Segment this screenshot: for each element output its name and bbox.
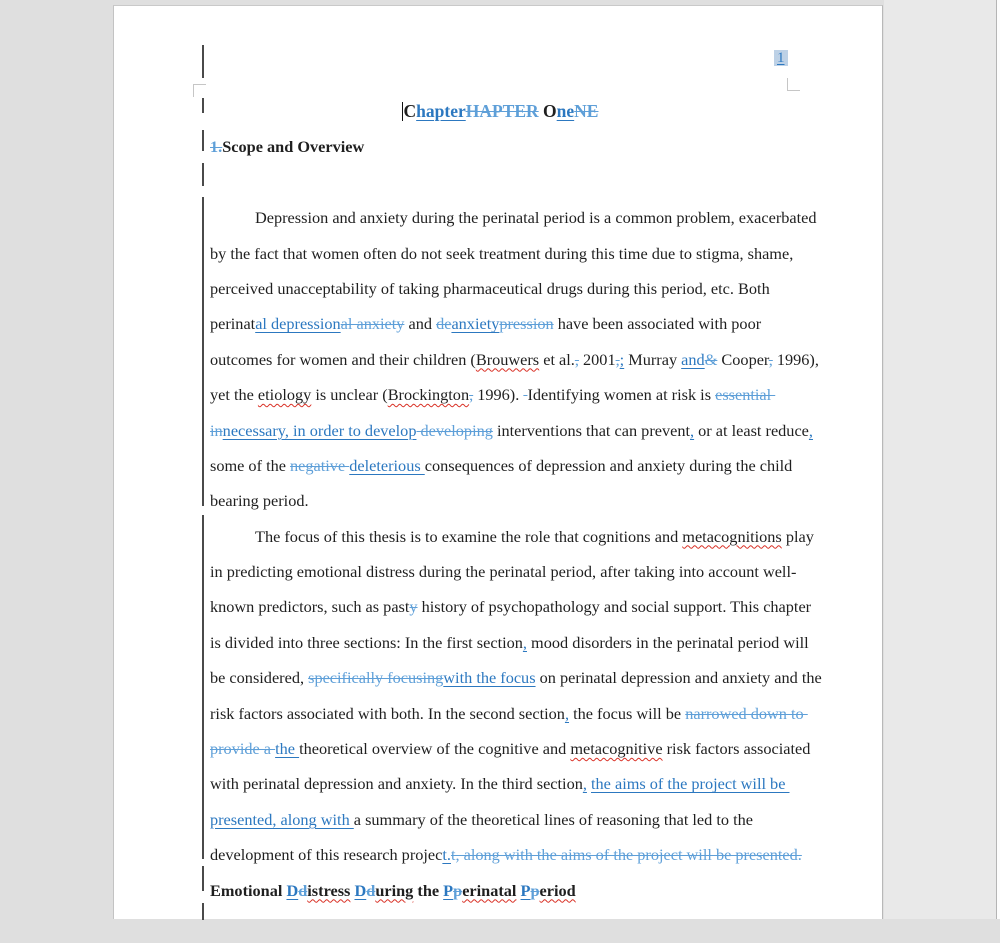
misspelled-text: metacognitive — [570, 739, 663, 759]
text-line — [210, 448, 793, 483]
misspelled-text: uring — [375, 880, 414, 900]
deleted-text: developing — [416, 420, 493, 440]
inserted-text: hapter — [416, 101, 466, 121]
misspelled-text: istress — [307, 880, 351, 900]
text-run: some of the — [210, 455, 291, 475]
text-run: development of this research projec — [210, 845, 443, 865]
deleted-text: essential — [715, 385, 776, 405]
text-run: is divided into three sections: In the first section — [210, 632, 523, 652]
text-line — [210, 519, 814, 554]
text-run: Scope and Overview — [222, 137, 365, 157]
text-run: in predicting emotional distress during the perinatal period, after taking into account well- — [210, 562, 797, 582]
text-run: with perinatal depression and anxiety. In the third section — [210, 774, 583, 794]
text-line — [210, 554, 797, 589]
inserted-text: , — [808, 420, 813, 440]
text-column[interactable] — [210, 94, 822, 943]
inserted-text: ; — [619, 349, 625, 369]
text-run: yet the — [210, 385, 258, 405]
heading-line — [210, 873, 790, 908]
text-cursor — [402, 102, 403, 121]
text-run: Identifying women at risk is — [527, 385, 716, 405]
text-line — [210, 165, 790, 200]
misspelled-text: eriod — [539, 880, 576, 900]
inserted-text: al depression — [255, 314, 341, 334]
text-run: the — [413, 880, 444, 900]
text-run: The focus of this thesis is to examine the role that cognitions and — [255, 526, 683, 546]
text-run: known predictors, such as past — [210, 597, 410, 617]
text-run: et al. — [539, 349, 575, 369]
text-run: Depression and anxiety during the perinatal period is a common problem, exacerbated — [255, 208, 817, 228]
deleted-text: al anxiety — [340, 314, 405, 334]
text-run: risk factors associated with both. In the second section — [210, 703, 565, 723]
text-line — [210, 589, 812, 624]
deleted-text: , — [469, 385, 474, 405]
text-run: have been associated with poor — [553, 314, 762, 334]
text-run: interventions that can prevent — [492, 420, 691, 440]
text-run: perinat — [210, 314, 256, 334]
change-bar — [202, 163, 204, 186]
deleted-text: , — [768, 349, 773, 369]
change-bar — [202, 903, 204, 920]
inserted-text: , — [564, 703, 570, 723]
change-bar — [202, 130, 204, 151]
text-run: Emotional — [210, 880, 287, 900]
text-run: 2001 — [578, 349, 616, 369]
header-page-number[interactable] — [774, 50, 788, 67]
deleted-text: p — [453, 880, 463, 900]
text-run: perceived unacceptability of taking pharmaceutical drugs during this period, etc. Both — [210, 278, 770, 298]
deleted-text: pression — [499, 314, 554, 334]
deleted-text: narrowed down to — [685, 703, 808, 723]
text-run: play — [781, 526, 814, 546]
deleted-text: in — [210, 420, 223, 440]
inserted-text: , — [582, 774, 587, 794]
inserted-text: with the focus — [443, 668, 536, 688]
deleted-text: negative — [290, 455, 350, 475]
text-run: theoretical overview of the cognitive and — [299, 739, 571, 759]
misspelled-text: Brouwers — [475, 349, 540, 369]
deleted-text: p — [530, 880, 540, 900]
change-bar — [202, 197, 204, 506]
inserted-text: P — [520, 880, 531, 900]
change-bar — [202, 45, 204, 78]
page-number-value: 1 — [774, 50, 788, 66]
text-run: C — [403, 101, 417, 121]
deleted-text: , — [574, 349, 579, 369]
misspelled-text: metacognitions — [682, 526, 782, 546]
deleted-text: , — [615, 349, 620, 369]
text-run: be considered, — [210, 668, 309, 688]
inserted-text: t. — [442, 845, 451, 865]
text-line — [210, 271, 790, 306]
heading-line — [210, 129, 790, 164]
misspelled-text: erinatal — [462, 880, 517, 900]
inserted-text: D — [354, 880, 367, 900]
text-line — [210, 483, 790, 518]
change-bar — [202, 866, 204, 891]
document-page[interactable] — [113, 5, 883, 919]
text-line — [210, 660, 822, 695]
inserted-text: the aims of the project will be — [591, 774, 790, 794]
inserted-text: P — [443, 880, 454, 900]
text-line — [210, 731, 811, 766]
text-line — [210, 413, 813, 448]
inserted-text: , — [690, 420, 695, 440]
right-panel — [884, 0, 997, 919]
text-run: or at least reduce — [694, 420, 809, 440]
text-run: outcomes for women and their children ( — [210, 349, 476, 369]
text-run: the focus will be — [569, 703, 686, 723]
inserted-text: ne — [556, 101, 575, 121]
text-run: by the fact that women often do not seek treatment during this time due to stigma, shame, — [210, 243, 794, 263]
inserted-text: anxiety — [451, 314, 500, 334]
inserted-text: necessary, in order to develop — [222, 420, 417, 440]
text-line — [210, 625, 809, 660]
text-run: consequences of depression and anxiety during the child — [424, 455, 793, 475]
text-run: history of psychopathology and social support. This chapter — [417, 597, 812, 617]
inserted-text: D — [286, 880, 299, 900]
inserted-text: the — [275, 739, 300, 759]
deleted-text: d — [366, 880, 376, 900]
deleted-text: & — [704, 349, 718, 369]
text-line — [210, 236, 794, 271]
inserted-text: , — [522, 632, 527, 652]
text-run: mood disorders in the perinatal period will — [526, 632, 809, 652]
deleted-text: NE — [574, 101, 599, 121]
document-title-line — [210, 94, 790, 129]
text-line — [210, 837, 802, 872]
text-line — [210, 306, 790, 341]
text-boundary-corner-left-icon — [193, 84, 206, 97]
inserted-text: presented, along with — [210, 809, 354, 829]
change-bar — [202, 515, 204, 859]
text-line — [210, 200, 817, 235]
deleted-text: specifically focusing — [308, 668, 444, 688]
text-line — [210, 766, 790, 801]
inserted-text: and — [681, 349, 705, 369]
misspelled-text: etiology — [257, 385, 312, 405]
text-run: risk factors associated — [662, 739, 811, 759]
change-bar — [202, 98, 204, 113]
text-run: O — [538, 101, 557, 121]
text-line — [210, 802, 790, 837]
inserted-text: deleterious — [349, 455, 425, 475]
text-run: and — [404, 314, 437, 334]
text-run: Cooper — [717, 349, 769, 369]
text-run: 1996), — [772, 349, 819, 369]
text-line — [210, 377, 790, 412]
deleted-text: de — [436, 314, 452, 334]
text-line — [210, 342, 819, 377]
deleted-text: t, along with the aims of the project will be presented. — [450, 845, 802, 865]
misspelled-text: Brockington — [387, 385, 470, 405]
text-line — [210, 696, 808, 731]
text-boundary-corner-right-icon — [787, 78, 800, 91]
text-run: a summary of the theoretical lines of reasoning that led to the — [353, 809, 753, 829]
text-run: bearing period. — [210, 491, 309, 511]
deleted-text: d — [298, 880, 308, 900]
text-run: is unclear ( — [311, 385, 388, 405]
deleted-text: 1. — [210, 137, 223, 157]
text-run: 1996). — [473, 385, 524, 405]
deleted-text: HAPTER — [465, 101, 539, 121]
deleted-text: y — [409, 597, 418, 617]
text-line — [210, 908, 790, 943]
text-run: Murray — [624, 349, 682, 369]
text-run: on perinatal depression and anxiety and the — [535, 668, 822, 688]
deleted-text: provide a — [210, 739, 276, 759]
